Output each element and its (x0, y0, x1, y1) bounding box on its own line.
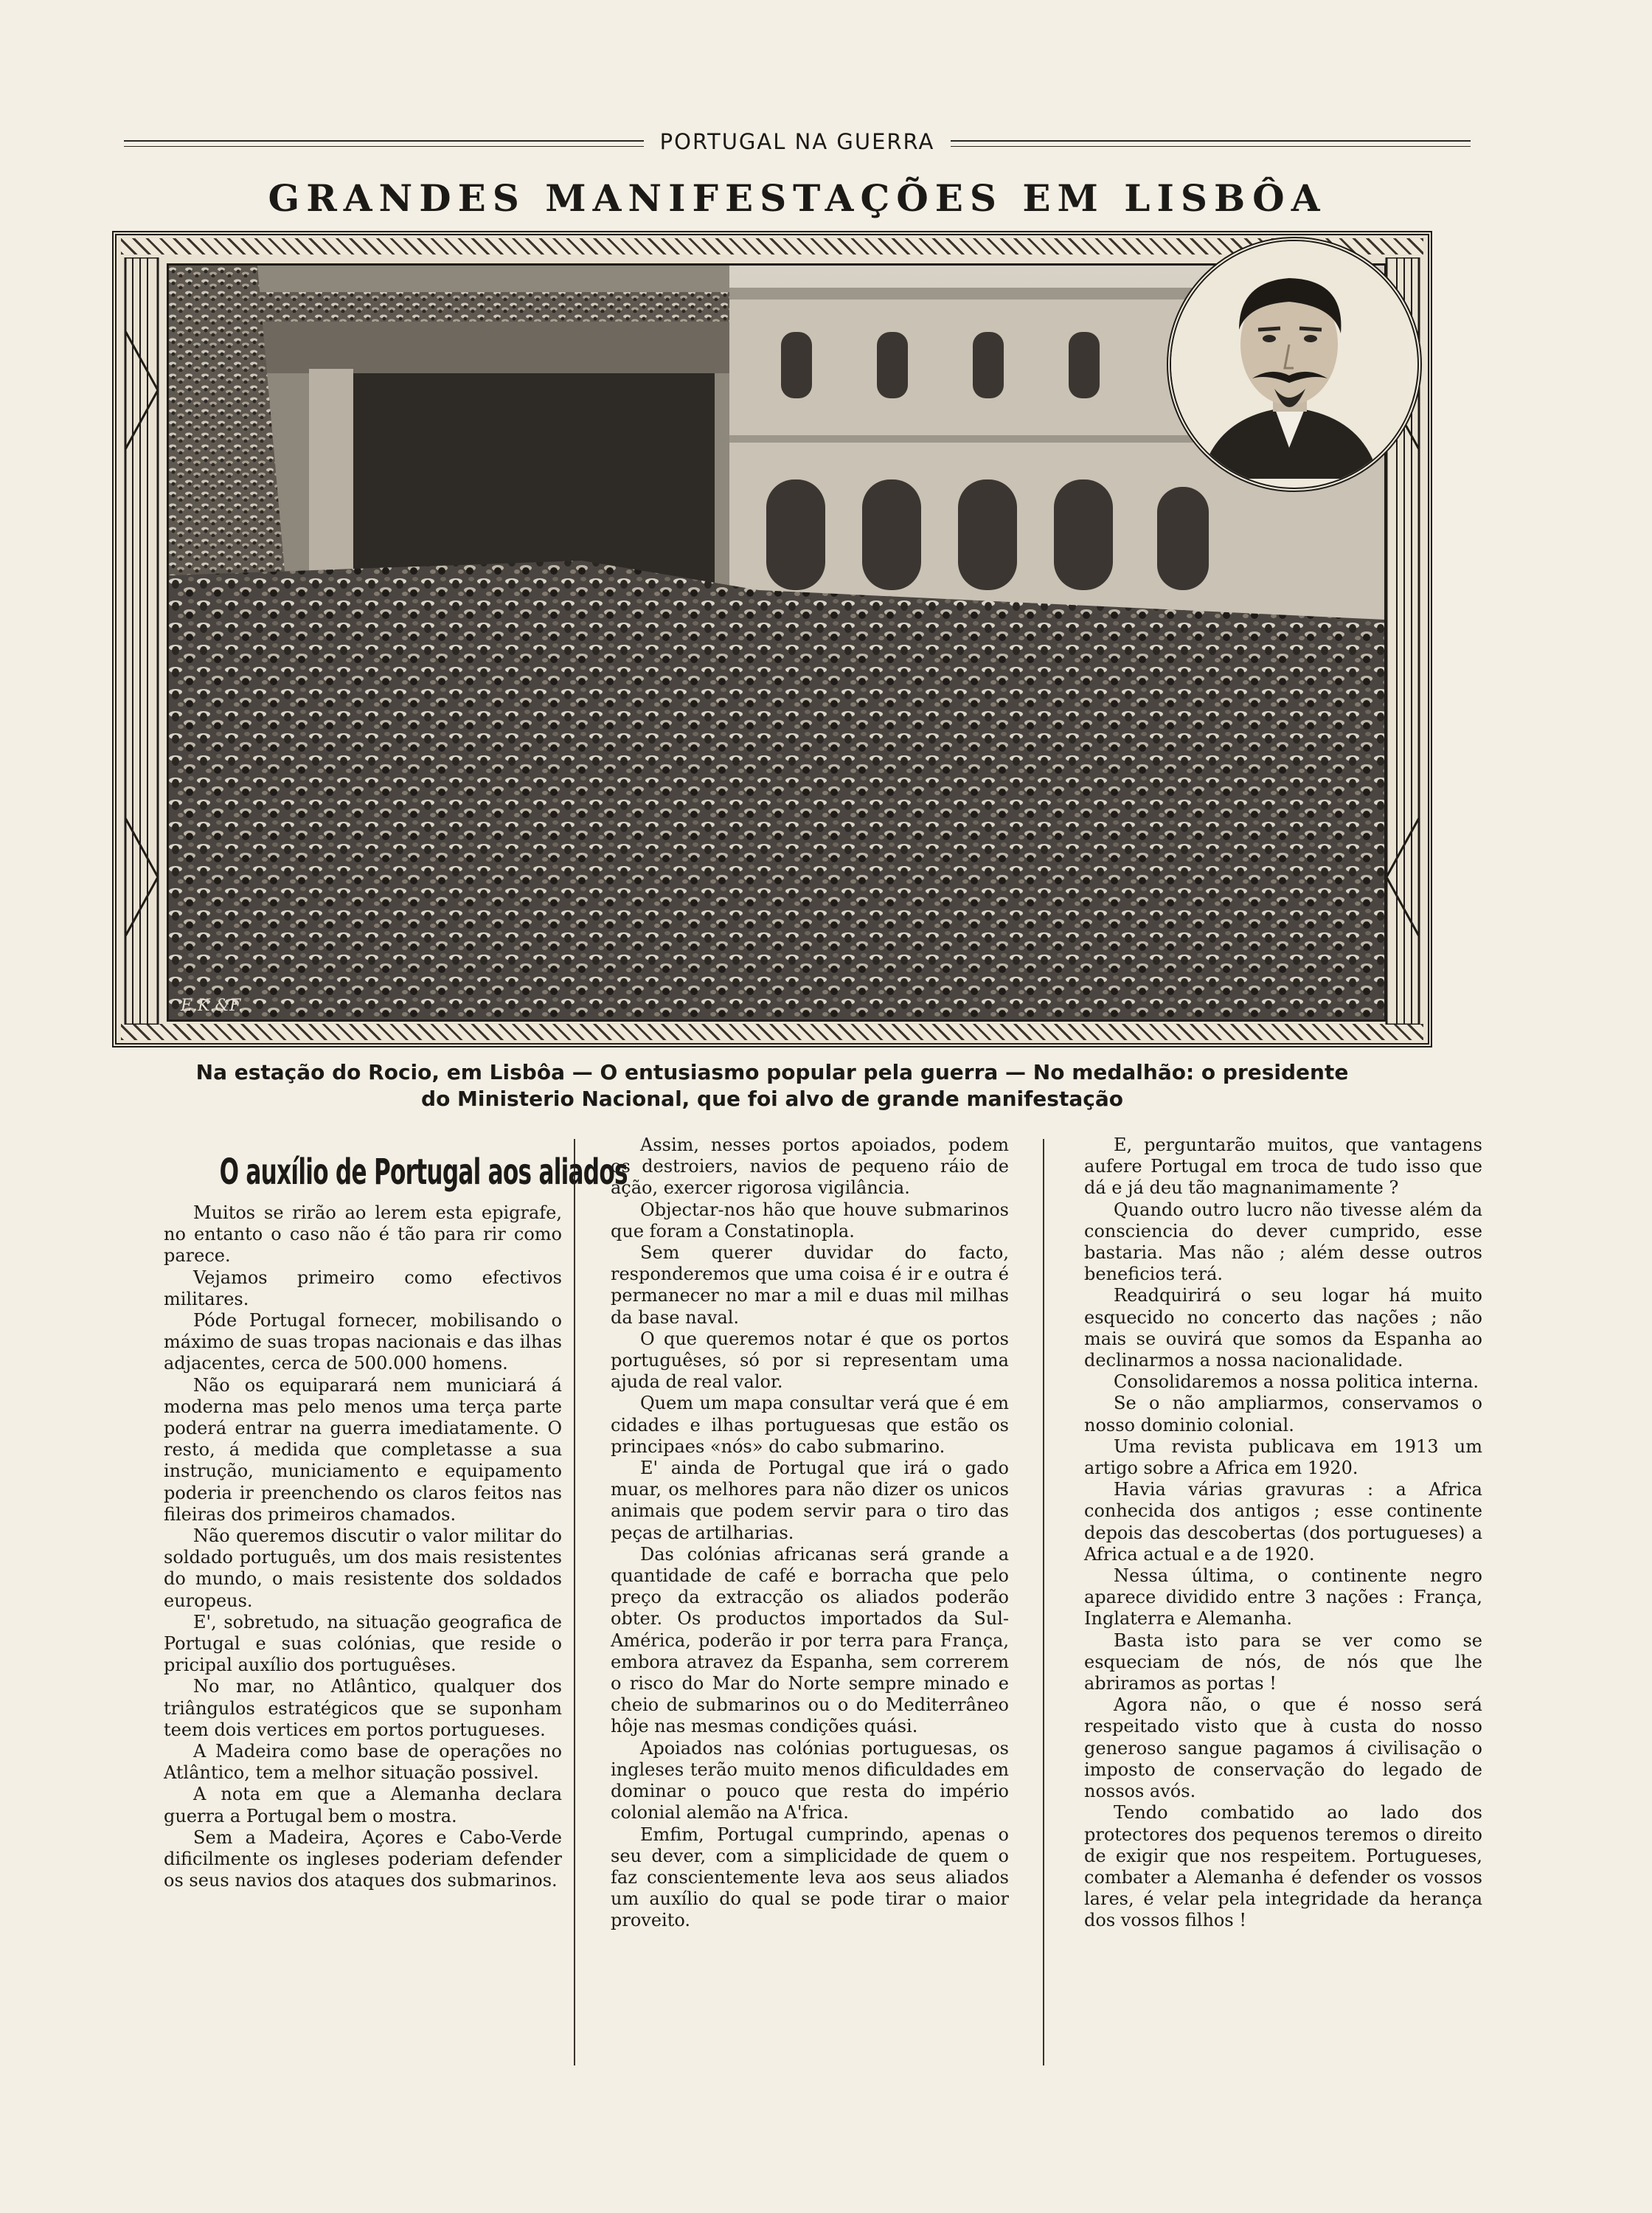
paragraph: Não os equiparará nem municiará á moderna mas pelo menos uma terça parte poderá entrar na guerra imediatamente. O resto, á medida que completasse a sua instrução, municiamento e equipamento poderia ir preenchendo os claros feitos nas fileiras dos primeiros chamados. (164, 1374, 562, 1525)
photo-caption (112, 1059, 1432, 1112)
column-divider-2 (1043, 1139, 1044, 2065)
paragraph: Sem querer duvidar do facto, responderemos que uma coisa é ir e outra é permanecer no mar a mil e duas mil milhas da base naval. (611, 1242, 1009, 1328)
paragraph: O que queremos notar é que os portos portuguêses, só por si representam uma ajuda de real valor. (611, 1328, 1009, 1393)
paragraph: Póde Portugal fornecer, mobilisando o máximo de suas tropas nacionais e das ilhas adjacentes, cerca de 500.000 homens. (164, 1310, 562, 1374)
paragraph: Emfim, Portugal cumprindo, apenas o seu dever, com a simplicidade de quem o faz conscientemente leva aos seus aliados um auxílio do qual se pode tirar o maior proveito. (611, 1824, 1009, 1931)
paragraph: Tendo combatido ao lado dos protectores dos pequenos teremos o direito de exigir que nos respeitem. Portugueses, combater a Alemanha é defender os vossos lares, é velar pela integridade da herança dos vossos filhos ! (1084, 1802, 1482, 1931)
paragraph: Das colónias africanas será grande a quantidade de café e borracha que pelo preço da extracção os aliados poderão obter. Os productos importados da Sul-América, poderão ir por terra para França, embora atravez da Espanha, sem correrem o risco do Mar do Norte sempre minado e cheio de submarinos ou o do Mediterrâneo hôje nas mesmas condições quási. (611, 1543, 1009, 1737)
paragraph: Havia várias gravuras : a Africa conhecida dos antigos ; esse continente depois das descobertas (dos portugueses) a Africa actual e a de 1920. (1084, 1479, 1482, 1565)
photo-frame (112, 231, 1432, 1047)
article-title: O auxílio de Portugal aos aliados (219, 1151, 628, 1193)
ornament-left (122, 257, 161, 1025)
paragraph: E', sobretudo, na situação geografica de Portugal e suas colónias, que reside o pricipal auxílio dos portuguêses. (164, 1611, 562, 1676)
running-header (124, 127, 1471, 156)
paragraph: Objectar-nos hão que houve submarinos que foram a Constatinopla. (611, 1199, 1009, 1241)
running-title: PORTUGAL NA GUERRA (659, 129, 935, 154)
portrait-illustration (1171, 241, 1409, 479)
paragraph: No mar, no Atlântico, qualquer dos triângulos estratégicos que se suponham teem dois vertices em portos portugueses. (164, 1676, 562, 1740)
photographer-signature: E.K.&F. (181, 997, 243, 1015)
paragraph: Não queremos discutir o valor militar do soldado português, um dos mais resistentes do mundo, o mais resistente dos soldados europeus. (164, 1525, 562, 1611)
caption-line-1: Na estação do Rocio, em Lisbôa — O entusiasmo popular pela guerra — No medalhão: o presidente (195, 1060, 1349, 1084)
paragraph: Consolidaremos a nossa politica interna. (1114, 1371, 1479, 1393)
article-column-1 (164, 1149, 628, 1892)
paragraph: Vejamos primeiro como efectivos militares. (164, 1267, 562, 1309)
paragraph: Apoiados nas colónias portuguesas, os ingleses terão muito menos dificuldades em dominar o pouco que resta do império colonial alemão na A'frica. (611, 1737, 1009, 1824)
paragraph: Nessa última, o continente negro aparece dividido entre 3 nações : França, Inglaterra e Alemanha. (1084, 1565, 1482, 1630)
paragraph: Agora não, o que é nosso será respeitado visto que à custa do nosso generoso sangue pagamos á civilisação o imposto de conservação do legado de nossos avós. (1084, 1694, 1482, 1802)
paragraph: E' ainda de Portugal que irá o gado muar, os melhores para não dizer os unicos animais que podem servir para o tiro das peças de artilharias. (611, 1458, 1009, 1543)
paragraph: A nota em que a Alemanha declara guerra a Portugal bem o mostra. (164, 1784, 562, 1826)
frame-border-top (121, 238, 1423, 254)
paragraph: Basta isto para se ver como se esqueciam de nós, de nós que lhe abriramos as portas ! (1084, 1630, 1482, 1694)
paragraph: Readquirirá o seu logar há muito esquecido no concerto das nações ; não mais se ouvirá que somos da Espanha ao declinarmos a nossa nacionalidade. (1084, 1285, 1482, 1371)
caption-line-2: do Ministerio Nacional, que foi alvo de grande manifestação (421, 1087, 1123, 1111)
frame-border-bottom (121, 1024, 1423, 1040)
paragraph: Assim, nesses portos apoiados, podem os destroiers, navios de pequeno ráio de ação, exercer rigorosa vigilância. (611, 1135, 1009, 1199)
paragraph: Sem a Madeira, Açores e Cabo-Verde dificilmente os ingleses poderiam defender os seus navios dos ataques dos submarinos. (164, 1826, 562, 1891)
paragraph: Muitos se rirão ao lerem esta epigrafe, no entanto o caso não é tão para rir como parece. (164, 1202, 562, 1267)
paragraph: Se o não ampliarmos, conservamos o nosso dominio colonial. (1084, 1393, 1482, 1435)
paragraph: Uma revista publicava em 1913 um artigo sobre a Africa em 1920. (1084, 1435, 1482, 1479)
column-divider-1 (574, 1139, 575, 2065)
paragraph: E, perguntarão muitos, que vantagens aufere Portugal em troca de tudo isso que dá e já deu tão magnanimamente ? (1084, 1135, 1482, 1199)
page-title: GRANDES MANIFESTAÇÕES EM LISBÔA (268, 176, 1327, 220)
paragraph: Quem um mapa consultar verá que é em cidades e ilhas portuguesas que estão os principaes «nós» do cabo submarino. (611, 1393, 1009, 1457)
article-column-3 (1084, 1135, 1482, 1932)
article-column-2 (611, 1135, 1009, 1932)
president-medallion (1167, 237, 1422, 492)
paragraph: A Madeira como base de operações no Atlântico, tem a melhor situação possivel. (164, 1741, 562, 1784)
paragraph: Quando outro lucro não tivesse além da consciencia do dever cumprido, esse bastaria. Mas não ; além desse outros beneficios terá. (1084, 1199, 1482, 1285)
